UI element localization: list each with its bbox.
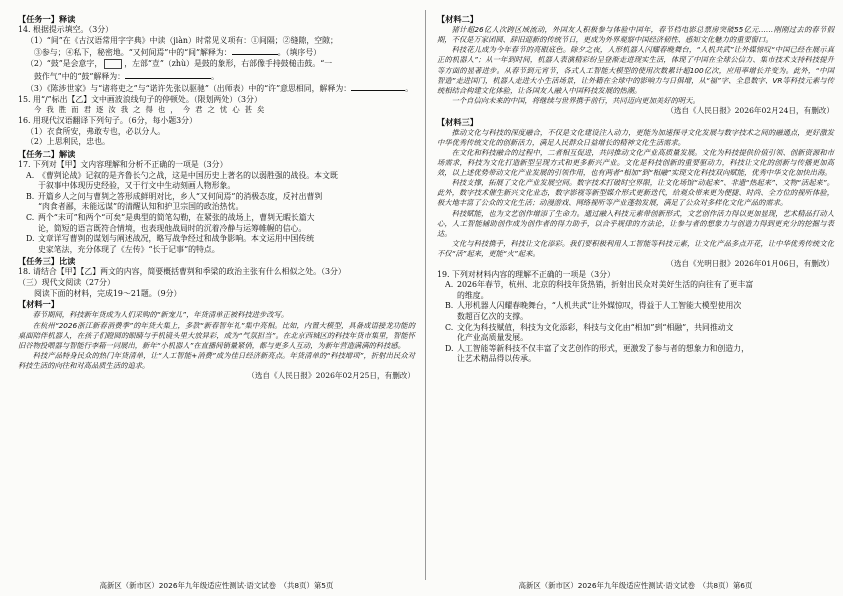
left-page xyxy=(18,14,415,382)
material-2-para: 科技花儿成为今年春节的亮眼底色。除夕之夜，人形机器人闪耀春晚舞台，“人机共武”让外媒惊叹“中国已经在展示真正的机器人”；从一年到时间，机器人表演精彩纷呈登渐走进现实生活，体现了中国在全球公信力、集市技术支持科技提升等方面的显著进步。从春节到元宵节，各式人工智能大模型的使用次数累计超100亿次，应用率增长并变为。此外，“中国智造”走进国门，机器人走进大小生活场景，让外籍在全球中的影响力与日俱增，从“福”字、全息数字、VR等科技元素与传统相结合构建文化体验，让各国友人融入中国科技发展的热潮。 xyxy=(437,45,834,95)
question-16-1: （1）衣食所安，弗敢专也，必以分人。 xyxy=(26,126,166,136)
material-3-para: 科技赋能，也为文艺创作增添了生命力。通过融入科技元素带创新形式，文艺创作活力得以更加显现，艺术精品打动人心，人工智能辅助创作成为创作者的得力助手，以合乎规律的方法论，让参与者的想象力与创造力得到更充分的挖掘与表达。 xyxy=(437,208,834,238)
q14-2-text-b: ，左部“壴”（zhù）是鼓的象形，右部像手持鼓槌击鼓。“一 xyxy=(124,58,333,68)
question-18: 18. 请结合【甲】【乙】两文的内容，简要概括曹刿和季梁的政治主张有什么相似之处。（3分） xyxy=(18,267,346,277)
material-2-para: 一个自信向未来的中国，将继续与世界携手前行，共同迈向更加美好的明天。 xyxy=(451,95,700,105)
section-3-heading: （三）现代文阅读（27分） xyxy=(18,278,115,288)
material-2-heading: 【材料二】 xyxy=(437,14,478,24)
q14-3-tail: 。 xyxy=(405,84,414,94)
q14-3-text: （3）《陈涉世家》与“诸将吏之”与“诺许先张以驱驰”（出师表）中的“许”意思相同，解释为： xyxy=(26,84,352,94)
answer-blank-14-2[interactable] xyxy=(125,70,211,79)
question-17-options xyxy=(18,171,415,256)
material-1-para: 在杭州“2026浙江新春消费季”的年货大集上，多款“新春智年礼”集中亮相。比如，内置大模型，具备成语接龙功能的桌面陪伴机器人，在孩子们瞪圆的眼睛与手机镜头里大放异彩，成为“气氛担当”。在北京西城区的科技年货市集里，智能怀旧谷物投喂器与智能行李箱一同展出，新年“小机器人”在直播间销量紧俏，都与更多人互动，为新年营造满满的科技感。 xyxy=(18,320,415,350)
wavy-line-sentence: 今我胜而君逐汝我之得也，今君之忧心甚矣 xyxy=(34,105,270,115)
material-1-para: 科技产品特身民众的热门年货清单，让“人工智能+消费”成为佳日经济新亮点。年货清单的“科技增项”，折射出民众对科技生活的向往和对高品质生活的追求。 xyxy=(18,350,415,370)
option-b[interactable]: B. 人形机器人闪耀春晚舞台，“人机共武”让外媒惊叹，得益于人工智能大模型使用次 数超百亿次的支撑。 xyxy=(445,301,742,321)
left-page-footer: 高新区（新市区）2026年九年级适应性测试·语文试卷 （共8页）第5页 xyxy=(99,581,334,590)
option-b[interactable]: B. 开篇乡人之问与曹刿之答形成鲜明对比，乡人“又何间焉”的消极态度，反衬出曹刿 “肉食者鄙，未能远谋”的清醒认知和护卫宗国的政治热忱。 xyxy=(26,191,323,212)
question-14: 14. 根据提示填空。（3分） xyxy=(18,25,114,35)
q14-2-text: （2）“鼓”是会意字， xyxy=(26,58,103,68)
question-14-2-line2 xyxy=(18,70,415,83)
q14-2-tail: 。 xyxy=(211,71,219,81)
question-19-options xyxy=(437,280,834,365)
option-d[interactable]: D. 文章详写曹刿的谋划与阐述战况，略写战争经过和战争影响。本文运用中国传统 史家笔法，充分体现了《左传》“长于记事”的特点。 xyxy=(26,234,315,254)
question-16: 16. 用现代汉语翻译下列句子。（6分，每小题3分） xyxy=(18,115,197,125)
material-3-para: 推动文化与科技的深度融合，不仅是文化建设注入动力，更能为加速探寻文化发展与数字技术之间的融通点，更好激发中华优秀传统文化的创新活力，满足人民群众日益增长的精神文化生活需求。 xyxy=(437,127,834,147)
material-3-para: 文化与科技携手，科技让文化添彩。我们要积极利用人工智能等科技元素，让文化产品多点开花，让中华优秀传统文化不仅“活”起来，更能“火”起来。 xyxy=(437,238,834,258)
material-1-source: （选自《人民日报》2026年02月25日，有删改） xyxy=(247,371,415,381)
material-2-text xyxy=(437,25,834,106)
material-3-heading: 【材料三】 xyxy=(437,116,478,127)
option-a[interactable]: A. 2026年春节，杭州、北京的科技年货热销，折射出民众对美好生活的向往有了更丰富 的维度。 xyxy=(445,280,754,300)
option-a[interactable]: A. 《曹刿论战》记叙的是齐鲁长勺之战，这是中国历史上著名的以弱胜强的战役。本文既 于叙事中体现历史经验，又于行文中生动刻画人物形象。 xyxy=(26,170,338,191)
question-15: 15. 用“/”标出【乙】文中画波浪线句子的停顿处。（限划两处）（3分） xyxy=(18,94,262,104)
task3-heading: 【任务三】比读 xyxy=(18,256,76,267)
question-14-3 xyxy=(18,82,415,95)
question-14-1-line2 xyxy=(18,46,415,59)
question-19: 19. 下列对材料内容的理解不正确的一项是（3分） xyxy=(437,269,615,279)
material-3-text xyxy=(437,128,834,259)
material-3-para: 在文化和科技融合的过程中，二者相互促进，共同推动文化产业高质量发展。文化为科技提供价值引领、创新资源和市场需求，科技为文化打造新型呈现方式和更多新兴产业。文化是科技创新的重要驱动力，科技让文化的创新与传播更加高效，以上述优势带动文化产业发展的引领作用，也有两者“相加”到“相融”实现文化科技双向赋能，优秀中华文化加快出海。 xyxy=(437,147,834,178)
answer-blank-14-3[interactable] xyxy=(351,82,405,91)
material-3-source: （选自《光明日报》2026年01月06日，有删改） xyxy=(666,258,834,268)
material-2-para: 猪计超26亿人次跨区域流动，外国友人积极参与体验中国年，春节档电影总票房突破55亿元……刚刚过去的春节假期，不仅是万家团圆、辞旧迎新的传统节日，更成为外界观察中国经济韧性、感知文化魅力的重要窗口。 xyxy=(437,25,834,45)
question-14-2-line1 xyxy=(18,59,415,70)
ancient-glyph-image xyxy=(104,59,122,69)
material-3-para: 科技支撑，拓展了文化产业发展空间。数字技术打破时空界限，让文化场馆“动起来”、非遗“热起来”、文物“活起来”。此外，数字技术催生新兴文化业态，数字影视等新型媒介形式更新迭代，给观众带来更为便捷、时尚、全方位的视听体验，极大地丰富了公众的文化生活；动漫游戏、网络视听等产业蓬勃发展，满足了公众对多样化文化产品的需求。 xyxy=(437,178,834,208)
material-1-para: 春节期间，科技新年货成为人们采购的“新宠儿”，年货清单正被科技进步改写。 xyxy=(32,310,289,320)
question-17: 17. 下列对【甲】文内容理解和分析不正确的一项是（3分） xyxy=(18,159,228,169)
reading-instruction: 阅读下面的材料，完成19～21题。（9分） xyxy=(34,288,182,298)
material-1-text xyxy=(18,310,415,371)
q14-2-text-c: 鼓作气”中的“鼓”解释为： xyxy=(34,71,126,81)
right-page xyxy=(437,14,834,365)
question-14-1-line1: （1）“间”在《古汉语常用字字典》中读（jiàn）时常见义项有：①间隔；②缝隙，空隙； xyxy=(26,35,338,45)
option-c[interactable]: C. 文化为科技赋值，科技为文化添彩，科技与文化由“相加”到“相融”，共同推动文 化产业高质量发展。 xyxy=(445,322,734,343)
q14-1-tail: 。（填序号） xyxy=(277,48,322,58)
answer-blank-14-1[interactable] xyxy=(232,46,278,55)
option-c[interactable]: C. 两个“未可”和两个“可矣”是典型的简笔勾勒，在紧张的战场上，曹刿无暇长篇大 论，简短的语言既符合情境，也表现他战局时的沉着冷静与运筹帷幄的信心。 xyxy=(26,212,315,233)
page-divider xyxy=(425,10,426,580)
q14-1-text: ③参与；④私下，秘密地。“又何间焉”中的“间”解释为： xyxy=(34,48,232,58)
material-2-source: （选自《人民日报》2026年02月24日，有删改） xyxy=(666,105,834,115)
material-1-heading: 【材料一】 xyxy=(18,299,59,310)
option-d[interactable]: D. 人工智能等新科技不仅丰富了文艺创作的形式，更激发了参与者的想象力和创造力， 让艺术精品得以传承。 xyxy=(445,343,749,364)
right-page-footer: 高新区（新市区）2026年九年级适应性测试·语文试卷 （共8页）第6页 xyxy=(518,581,753,590)
question-16-2: （2）上思利民，忠也。 xyxy=(26,137,110,147)
task1-heading: 【任务一】释读 xyxy=(18,14,76,24)
task2-heading: 【任务二】解读 xyxy=(18,148,76,159)
